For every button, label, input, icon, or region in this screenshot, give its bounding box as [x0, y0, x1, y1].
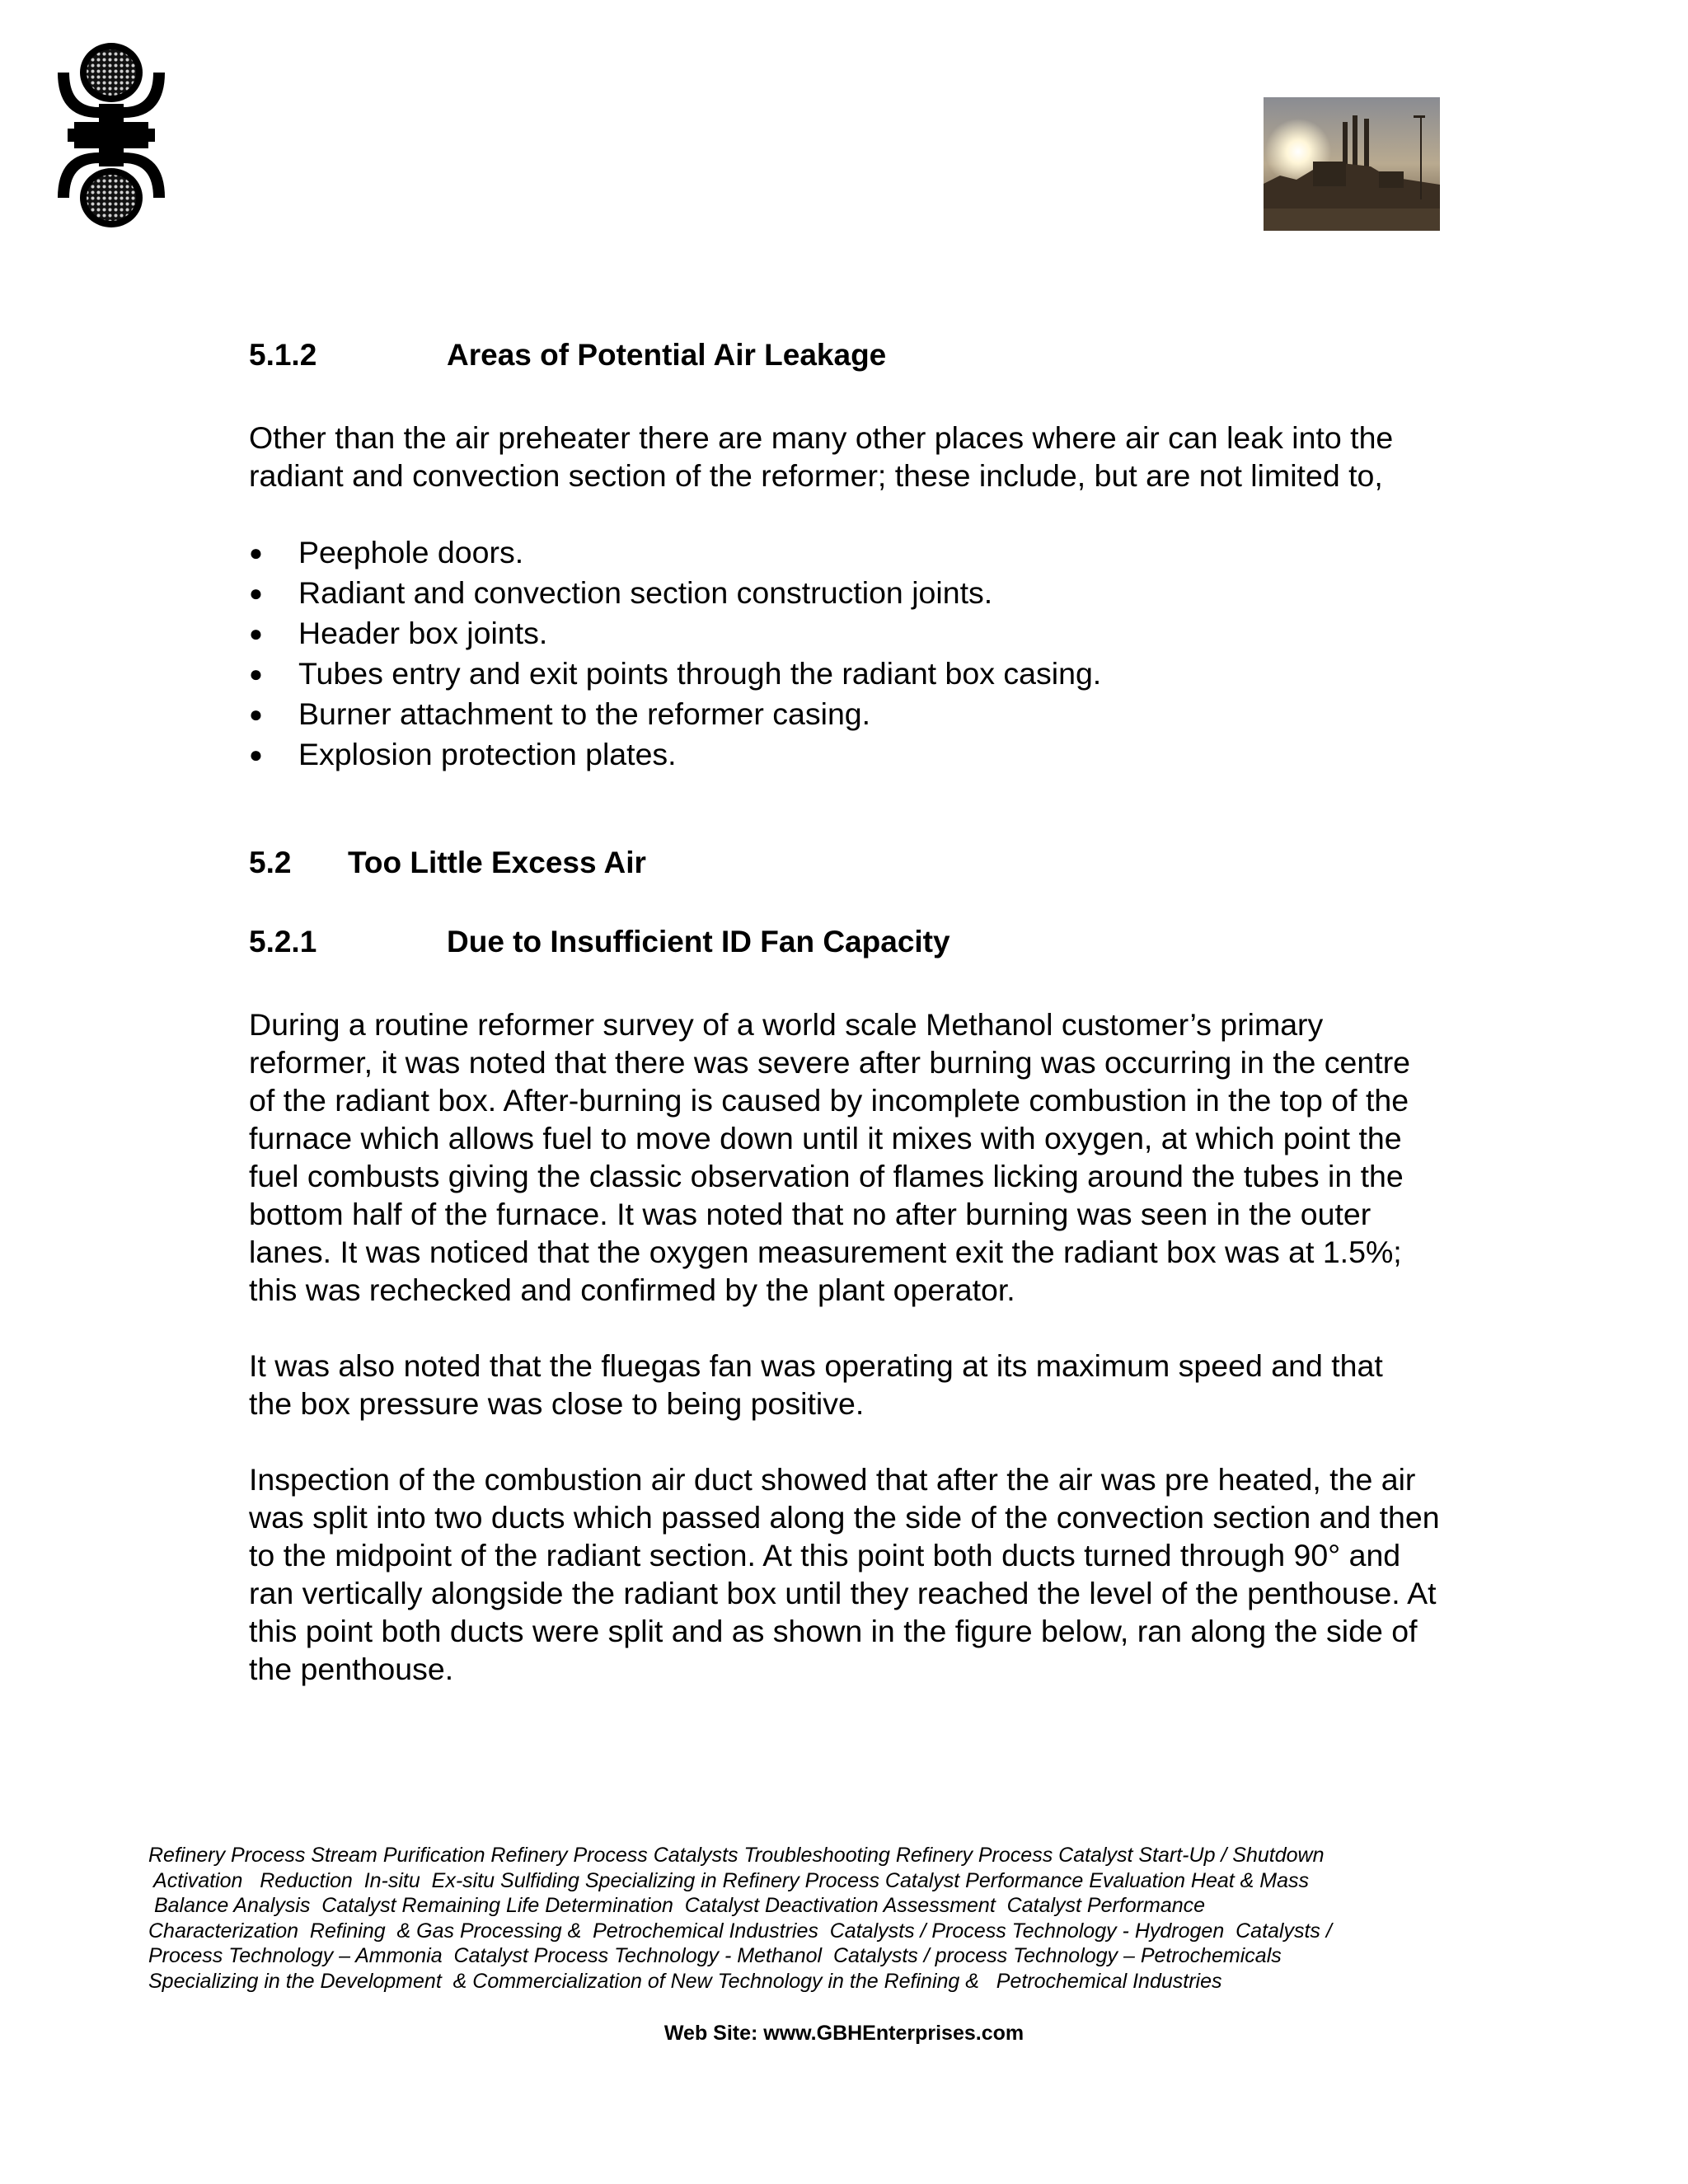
- intro-paragraph: Other than the air preheater there are many other places where air can leak into the radiant and convection section of the reformer; these include, but are not limited to,: [249, 420, 1394, 493]
- section-title: Due to Insufficient ID Fan Capacity: [447, 925, 950, 958]
- leakage-points-list: [249, 532, 1452, 775]
- section-number: 5.2.1: [249, 925, 317, 958]
- footer-services-text: [148, 1843, 1434, 1994]
- list-item: ● Radiant and convection section construction joints.: [249, 575, 993, 610]
- list-item: ● Peephole doors.: [249, 535, 524, 569]
- section-heading-5-2: [249, 844, 1452, 882]
- company-emblem-icon: [49, 40, 173, 231]
- section-number: 5.2: [249, 846, 292, 879]
- list-item: ● Burner attachment to the reformer casing.: [249, 696, 871, 731]
- footer-line: Specializing in the Development & Commercialization of New Technology in the Refining & Petrochemical Industries: [148, 1969, 1222, 1993]
- refinery-photo-icon: [1264, 97, 1440, 231]
- main-content: [249, 336, 1452, 1688]
- footer-line: Balance Analysis Catalyst Remaining Life Determination Catalyst Deactivation Assessment Catalyst Performance: [148, 1894, 1206, 1918]
- footer-line: Characterization Refining & Gas Processing & Petrochemical Industries Catalysts / Process Technology - Hydrogen Catalysts /: [148, 1919, 1332, 1943]
- footer-line: Refinery Process Stream Purification Refinery Process Catalysts Troubleshooting Refinery Process Catalyst Start-Up / Shutdown: [148, 1844, 1325, 1867]
- body-paragraph: During a routine reformer survey of a world scale Methanol customer’s primary reformer, it was noted that there was severe after burning was occurring in the centre of the radiant box. After-burning is caused by incomplete combustion in the top of the furnace which allows fuel to move down until it mixes with oxygen, at which point the fuel combusts giving the classic observation of flames licking around the tubes in the bottom half of the furnace. It was noted that no after burning was seen in the outer lanes. It was noticed that the oxygen measurement exit the radiant box was at 1.5%; this was rechecked and confirmed by the plant operator.: [249, 1007, 1411, 1307]
- section-title: Areas of Potential Air Leakage: [447, 338, 887, 372]
- footer-line: Activation Reduction In-situ Ex-situ Sulfiding Specializing in Refinery Process Catalyst Performance Evaluation Heat & Mass: [148, 1868, 1310, 1892]
- section-number: 5.1.2: [249, 338, 317, 372]
- list-item: ● Explosion protection plates.: [249, 737, 677, 771]
- list-item: ● Tubes entry and exit points through the radiant box casing.: [249, 656, 1102, 691]
- section-title: Too Little Excess Air: [348, 846, 646, 879]
- section-heading-5-1-2: [249, 336, 1452, 374]
- body-paragraph: Inspection of the combustion air duct showed that after the air was pre heated, the air was split into two ducts which passed along the side of the convection section and then to the midpoint of the radiant section. At this point both ducts turned through 90° and ran vertically alongside the radiant box until they reached the level of the penthouse. At this point both ducts were split and as shown in the figure below, ran along the side of the penthouse.: [249, 1462, 1440, 1686]
- website-link[interactable]: Web Site: www.GBHEnterprises.com: [663, 2022, 1025, 2045]
- body-paragraph: It was also noted that the fluegas fan was operating at its maximum speed and that the box pressure was close to being positive.: [249, 1348, 1383, 1421]
- section-heading-5-2-1: [249, 923, 1452, 961]
- list-item: ● Header box joints.: [249, 616, 548, 650]
- footer-line: Process Technology – Ammonia Catalyst Process Technology - Methanol Catalysts / process Technology – Petrochemicals: [148, 1944, 1282, 1968]
